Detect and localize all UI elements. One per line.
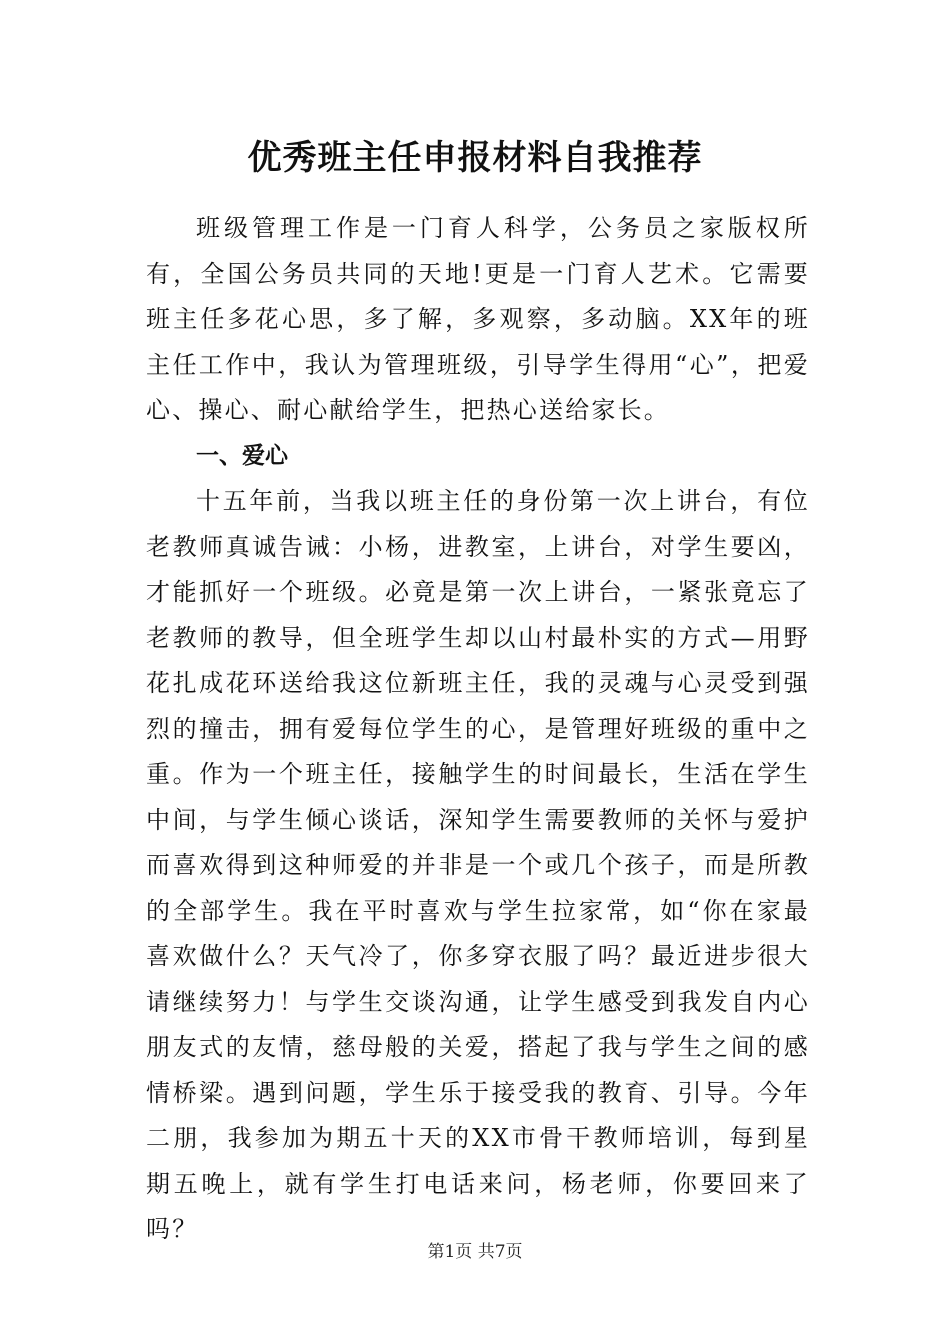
section-heading: 一、爱心 — [196, 442, 288, 469]
section-paragraph: 十五年前，当我以班主任的身份第一次上讲台，有位老教师真诚告诫：小杨，进教室，上讲台，对学生要凶，才能抓好一个班级。必竟是第一次上讲台，一紧张竟忘了老教师的教导，但全班学生却以山村最朴实的方式—用野花扎成花环送给我这位新班主任，我的灵魂与心灵受到强烈的撞击，拥有爱每位学生的心，是管理好班级的重中之重。作为一个班主任，接触学生的时间最长，生活在学生中间，与学生倾心谈话，深知学生需要教师的关怀与爱护而喜欢得到这种师爱的并非是一个或几个孩子，而是所教的全部学生。我在平时喜欢与学生拉家常，如“你在家最喜欢做什么？天气冷了，你多穿衣服了吗？最近进步很大请继续努力！与学生交谈沟通，让学生感受到我发自内心朋友式的友情，慈母般的关爱，搭起了我与学生之间的感情桥梁。遇到问题，学生乐于接受我的教育、引导。今年二朋，我参加为期五十天的XX市骨干教师培训，每到星期五晚上，就有学生打电话来问，杨老师，你要回来了吗？ — [146, 487, 810, 1243]
intro-paragraph: 班级管理工作是一门育人科学，公务员之家版权所有，全国公务员共同的天地!更是一门育人艺术。它需要班主任多花心思，多了解，多观察，多动脑。XX年的班主任工作中，我认为管理班级，引导学生得用“心”，把爱心、操心、耐心献给学生，把热心送给家长。 — [146, 214, 810, 424]
document-title: 优秀班主任申报材料自我推荐 — [247, 138, 703, 178]
page-footer: 第1页 共7页 — [427, 1242, 523, 1262]
document-body — [146, 206, 810, 1253]
